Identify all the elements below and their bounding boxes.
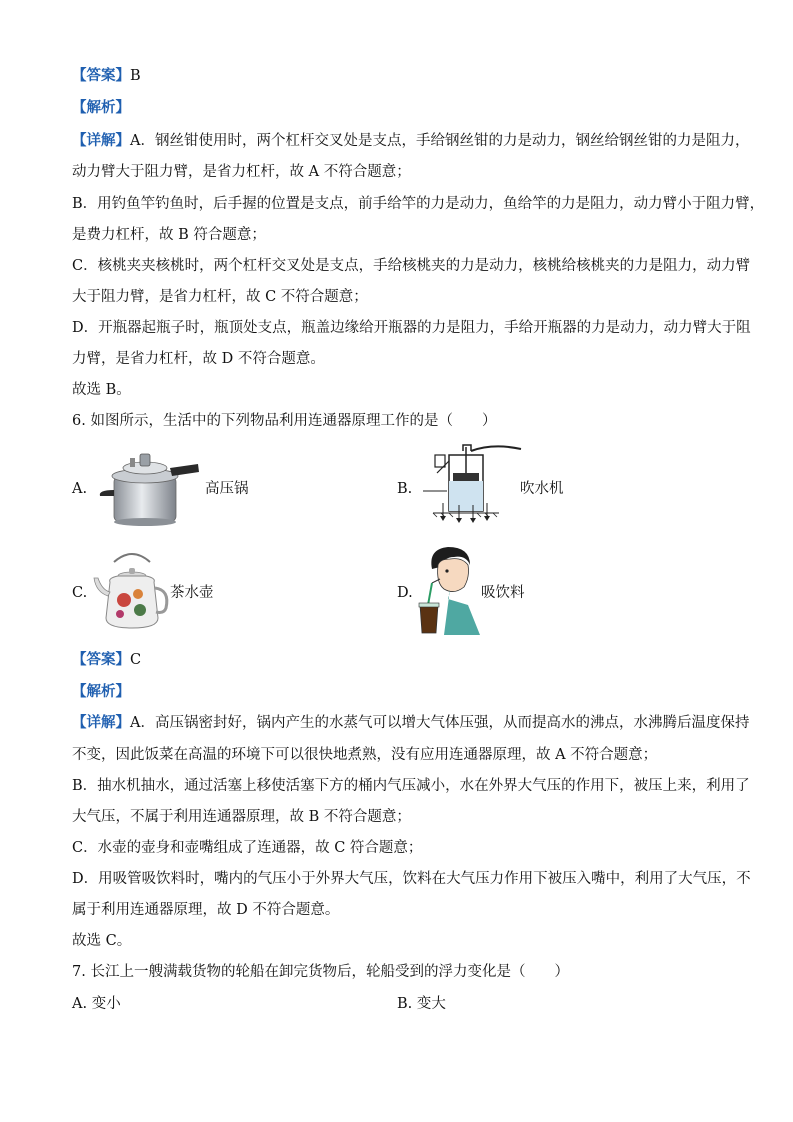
pressure-cooker-icon bbox=[92, 446, 202, 528]
option-letter: B. bbox=[397, 996, 413, 1012]
drinking-straw-icon bbox=[414, 543, 480, 635]
q5-analysis-heading bbox=[72, 98, 130, 118]
q5-detail-line-7: D．开瓶器起瓶子时，瓶顶处支点，瓶盖边缘给开瓶器的力是阻力，手给开瓶器的力是动力，动力臂大于阻 bbox=[72, 320, 751, 336]
teapot-icon bbox=[92, 548, 172, 632]
q5-detail-line-2: 动力臂大于阻力臂，是省力杠杆，故 A 不符合题意； bbox=[72, 164, 411, 180]
analysis-tag: 【解析】 bbox=[72, 99, 130, 116]
q6-analysis-heading bbox=[72, 682, 130, 702]
option-label: 变小 bbox=[91, 996, 121, 1012]
answer-tag: 【答案】 bbox=[72, 67, 130, 84]
answer-tag: 【答案】 bbox=[72, 651, 130, 668]
q7-option-a bbox=[72, 994, 121, 1014]
q6-stem: 6. 如图所示，生活中的下列物品利用连通器原理工作的是（ ） bbox=[72, 413, 497, 429]
option-label: 变大 bbox=[416, 996, 446, 1012]
q6-detail-line-6: D．用吸管吸饮料时，嘴内的气压小于外界大气压，饮料在大气压力作用下被压入嘴中，利用了大气压，不 bbox=[72, 871, 751, 887]
q6-option-b-label: 吹水机 bbox=[520, 481, 564, 497]
detail-tag: 【详解】 bbox=[72, 132, 130, 149]
q6-option-d-label: 吸饮料 bbox=[481, 585, 525, 601]
detail-tag: 【详解】 bbox=[72, 714, 130, 731]
q6-answer bbox=[72, 650, 141, 670]
q7-stem: 7. 长江上一艘满载货物的轮船在卸完货物后，轮船受到的浮力变化是（ ） bbox=[72, 964, 569, 980]
answer-value: C bbox=[130, 652, 142, 668]
q5-detail-line-1 bbox=[72, 131, 749, 151]
paragraph-text: A．高压锅密封好，锅内产生的水蒸气可以增大气体压强，从而提高水的沸点，水沸腾后温度保持 bbox=[130, 715, 750, 731]
q7-option-b bbox=[397, 994, 446, 1014]
water-pump-icon bbox=[413, 443, 525, 525]
q5-detail-line-5: C．核桃夹夹核桃时，两个杠杆交叉处是支点，手给核桃夹的力是动力，核桃给核桃夹的力是阻力，动力臂 bbox=[72, 258, 751, 274]
q5-detail-line-6: 大于阻力臂，是省力杠杆，故 C 不符合题意； bbox=[72, 289, 368, 305]
q5-detail-line-3: B．用钓鱼竿钓鱼时，后手握的位置是支点，前手给竿的力是动力，鱼给竿的力是阻力，动力臂小于阻力臂， bbox=[72, 196, 765, 212]
option-letter: A. bbox=[72, 996, 88, 1012]
q6-conclusion: 故选 C。 bbox=[72, 933, 132, 949]
q6-detail-line-7: 属于利用连通器原理，故 D 不符合题意。 bbox=[72, 902, 340, 918]
q6-detail-line-5: C．水壶的壶身和壶嘴组成了连通器，故 C 符合题意； bbox=[72, 840, 423, 856]
q6-detail-line-3: B．抽水机抽水，通过活塞上移使活塞下方的桶内气压减小，水在外界大气压的作用下，被压上来，利用了 bbox=[72, 778, 750, 794]
q6-detail-line-1 bbox=[72, 713, 749, 733]
q5-conclusion: 故选 B。 bbox=[72, 382, 131, 398]
q5-detail-line-4: 是费力杠杆，故 B 符合题意； bbox=[72, 227, 266, 243]
q5-answer bbox=[72, 66, 141, 86]
q6-option-b-letter: B. bbox=[397, 481, 413, 497]
paragraph-text: A．钢丝钳使用时，两个杠杆交叉处是支点，手给钢丝钳的力是动力，钢丝给钢丝钳的力是阻力， bbox=[130, 133, 750, 149]
q6-option-c-label: 茶水壶 bbox=[170, 585, 214, 601]
q6-detail-line-2: 不变，因此饭菜在高温的环境下可以很快地煮熟，没有应用连通器原理，故 A 不符合题意； bbox=[72, 747, 658, 763]
analysis-tag: 【解析】 bbox=[72, 683, 130, 700]
q6-option-a-letter: A. bbox=[72, 481, 88, 497]
q6-option-d-letter: D. bbox=[397, 585, 413, 601]
answer-value: B bbox=[130, 68, 141, 84]
q6-option-c-letter: C. bbox=[72, 585, 88, 601]
q6-detail-line-4: 大气压，不属于利用连通器原理，故 B 不符合题意； bbox=[72, 809, 411, 825]
q6-option-a-label: 高压锅 bbox=[205, 481, 249, 497]
q5-detail-line-8: 力臂，是省力杠杆，故 D 不符合题意。 bbox=[72, 351, 325, 367]
